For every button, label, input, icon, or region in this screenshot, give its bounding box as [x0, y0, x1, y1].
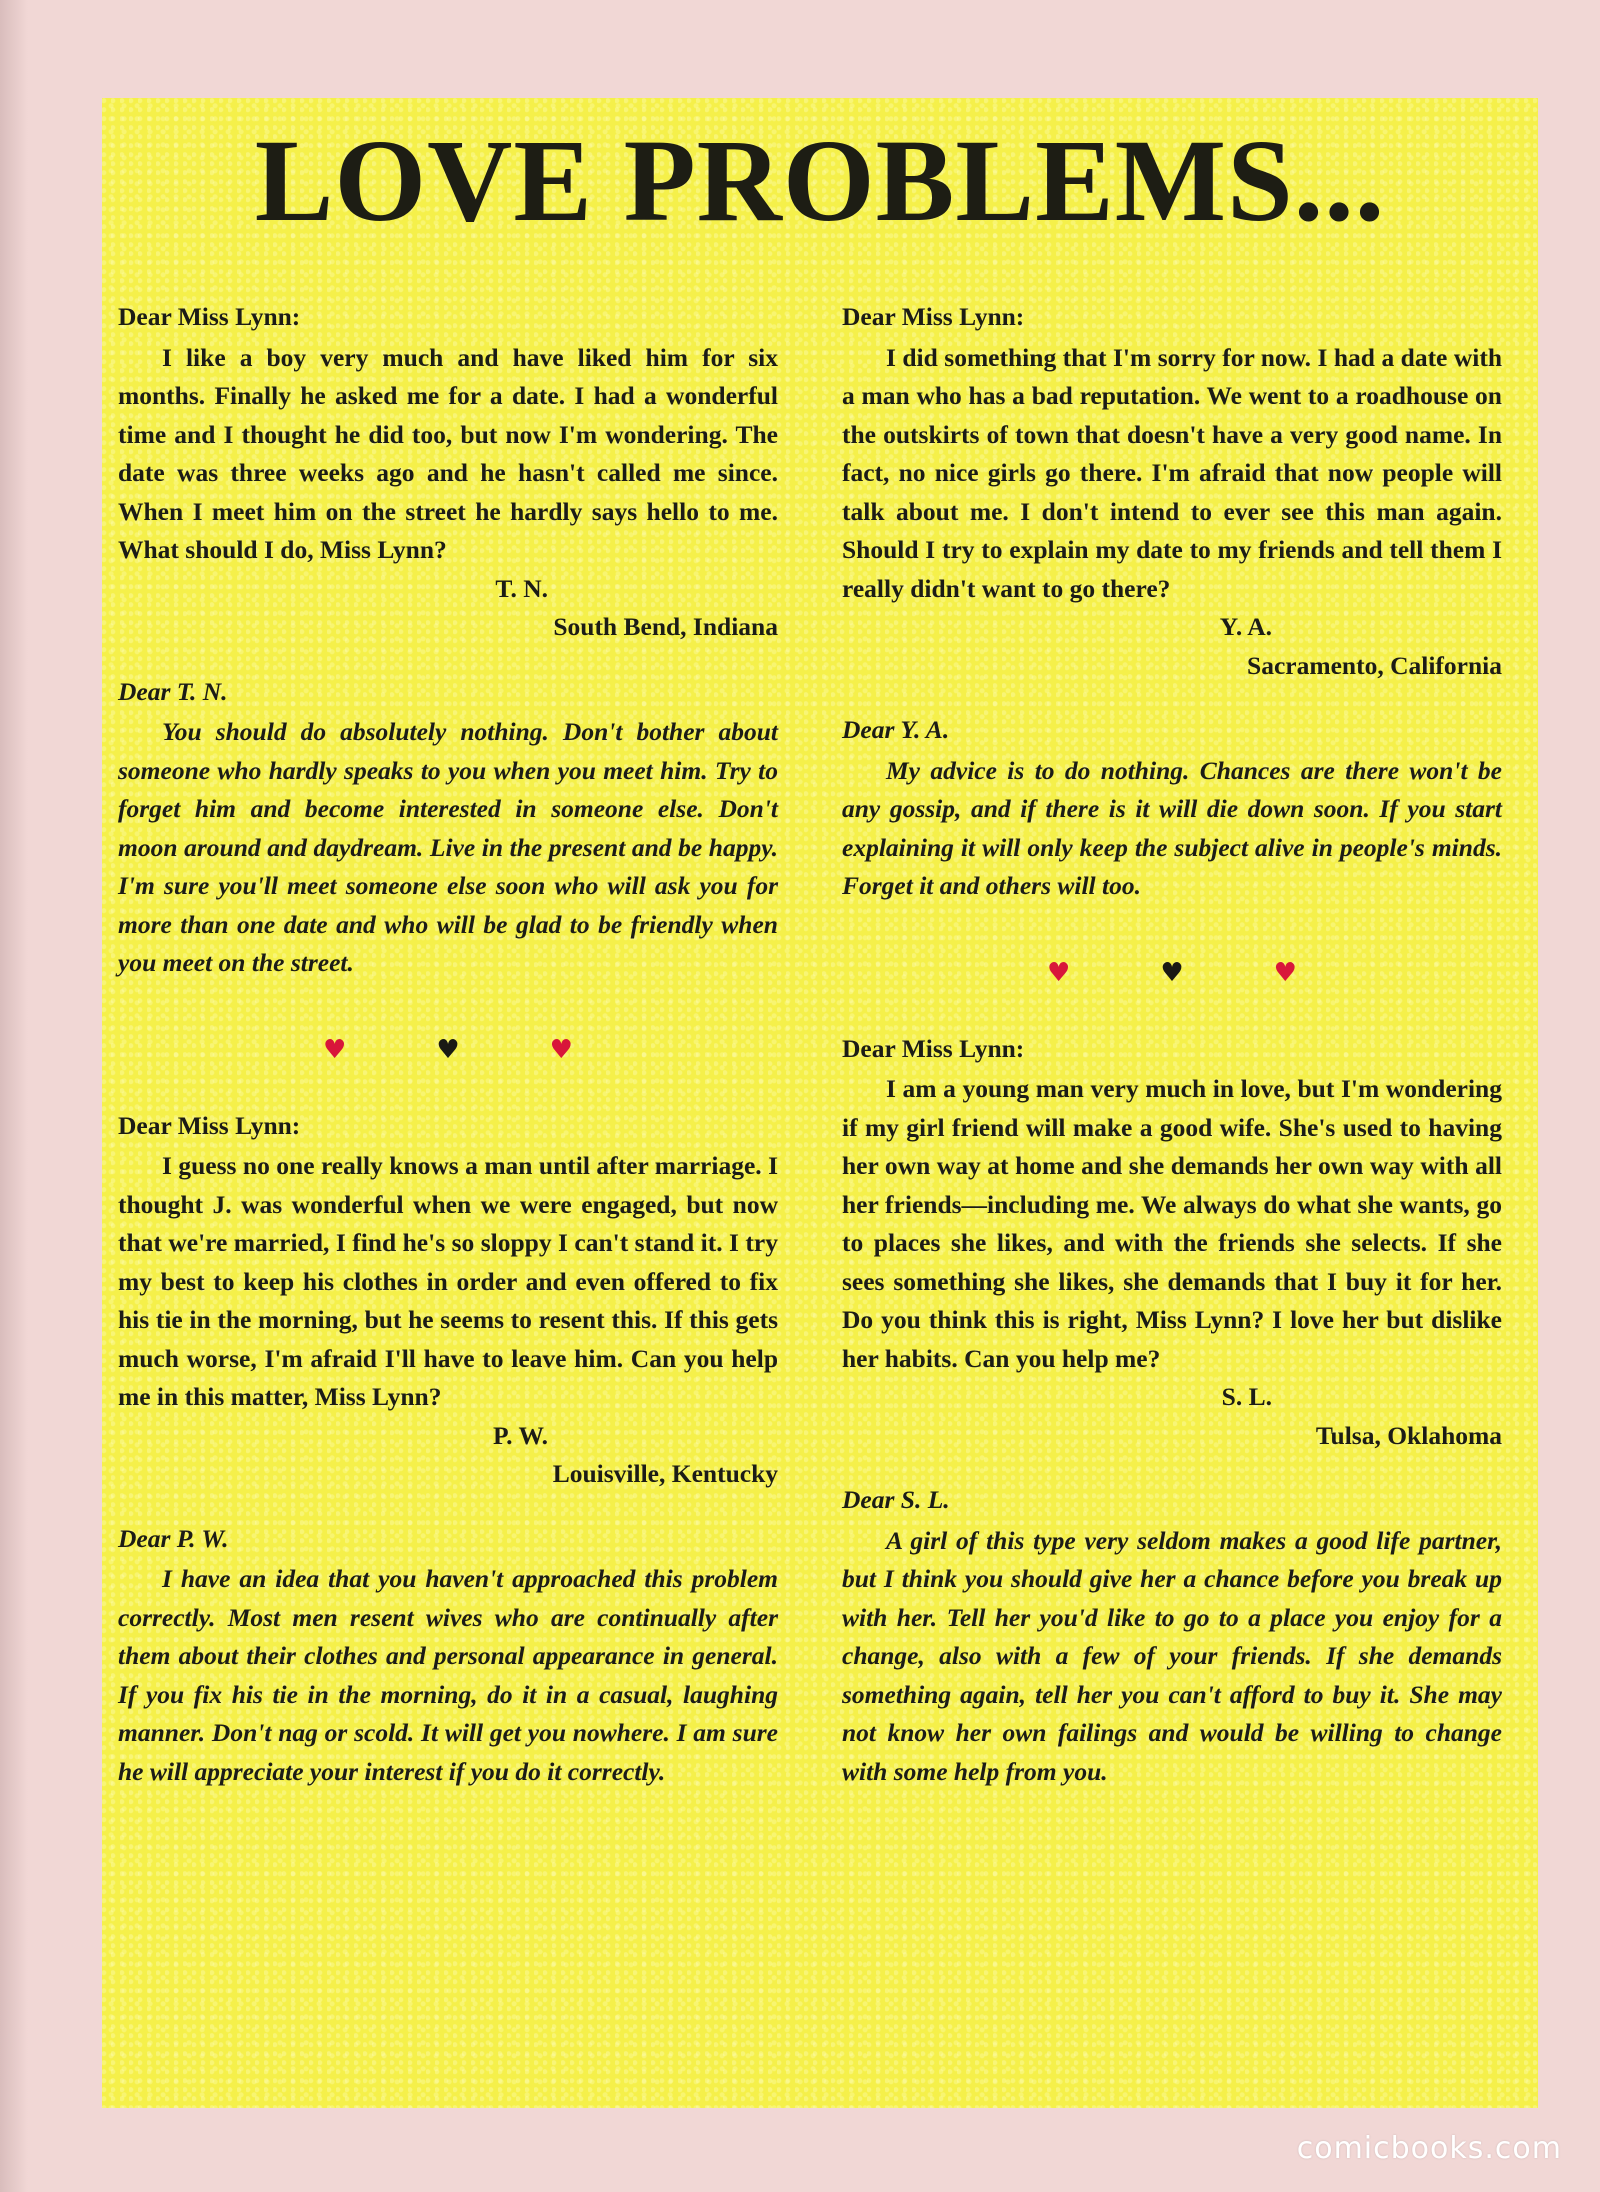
reply-salutation: Dear S. L.	[842, 1485, 950, 1514]
letter-body: I am a young man very much in love, but I'm wondering if my girl friend will make a good wife. She's used to having her own way at home and she demands her own way with all her friends—including me. We always do what she wants, go to places she likes, and with the friends she selects. If she sees something she likes, she demands that I buy it for her. Do you think this is right, Miss Lynn? I love her but dislike her habits. Can you help me?	[842, 1074, 1502, 1373]
letter-salutation: Dear Miss Lynn:	[842, 302, 1025, 331]
letter-location: Tulsa, Oklahoma	[1315, 1420, 1502, 1450]
letter-signature: T. N.	[495, 573, 548, 603]
reply-body: I have an idea that you haven't approached this problem correctly. Most men resent wives who are continually after them about their clothes and personal appearance in general. If you fix his tie in the morning, do it in a casual, laughing manner. Don't nag or scold. It will get you nowhere. I am sure he will appreciate your interest if you do it correctly.	[118, 1564, 778, 1786]
reply-ya	[842, 711, 1502, 906]
reply-body: A girl of this type very seldom makes a good life partner, but I think you should give her a chance before you break up with her. Tell her you'd like to go to a place you enjoy for a change, also with a few of your friends. If she demands something again, tell her you can't afford to buy it. She may not know her own failings and would be willing to change with some help from you.	[842, 1525, 1502, 1786]
letter-body: I did something that I'm sorry for now. I had a date with a man who has a bad reputation. We went to a roadhouse on the outskirts of town that doesn't have a very good name. In fact, no nice girls go there. I'm afraid that now people will talk about me. I don't intend to ever see this man again. Should I try to explain my date to my friends and tell them I really didn't want to go there?	[842, 342, 1502, 603]
letter-signature: Y. A.	[1219, 612, 1272, 641]
letter-location: South Bend, Indiana	[553, 612, 778, 641]
site-watermark: comicbooks.com	[1296, 2131, 1562, 2166]
heart-divider	[842, 956, 1502, 990]
left-column	[102, 298, 778, 1791]
heart-icon: ♥	[323, 1034, 347, 1065]
letter-body: I like a boy very much and have liked him for six months. Finally he asked me for a date. I had a wonderful time and I thought he did too, but now I'm wondering. The date was three weeks ago and he hasn't called me since. When I meet him on the street he hardly says hello to me. What should I do, Miss Lynn?	[118, 342, 778, 564]
reply-salutation: Dear T. N.	[118, 676, 228, 706]
letter-signature: S. L.	[1221, 1382, 1272, 1411]
letter-sl	[842, 1030, 1502, 1456]
heart-divider	[118, 1033, 778, 1067]
heart-icon: ♥	[1273, 957, 1297, 988]
heart-icon: ♥	[436, 1034, 460, 1065]
heart-icon: ♥	[1047, 957, 1071, 988]
heart-icon: ♥	[1160, 957, 1184, 988]
page-gutter-shadow	[0, 0, 28, 2192]
love-problems-panel	[102, 98, 1538, 2108]
right-column	[842, 298, 1502, 1791]
letter-salutation: Dear Miss Lynn:	[118, 1110, 301, 1140]
reply-salutation: Dear Y. A.	[842, 715, 950, 744]
reply-pw	[118, 1520, 778, 1792]
letter-location: Louisville, Kentucky	[552, 1459, 778, 1488]
letter-pw	[118, 1107, 778, 1494]
page-title: LOVE PROBLEMS...	[254, 115, 1386, 246]
reply-sl	[842, 1481, 1502, 1791]
letter-salutation: Dear Miss Lynn:	[118, 302, 301, 331]
reply-salutation: Dear P. W.	[118, 1523, 229, 1553]
reply-body: My advice is to do nothing. Chances are there won't be any gossip, and if there is it will die down soon. If you start explaining it will only keep the subject alive in people's minds. Forget it and others will too.	[842, 755, 1502, 900]
letter-tn	[118, 298, 778, 647]
letter-salutation: Dear Miss Lynn:	[842, 1033, 1025, 1063]
heart-icon: ♥	[549, 1034, 573, 1065]
reply-body: You should do absolutely nothing. Don't bother about someone who hardly speaks to you when you meet him. Try to forget him and become interested in someone else. Don't moon around and daydream. Live in the present and be happy. I'm sure you'll meet someone else soon who will ask you for more than one date and who will be glad to be friendly when you meet on the street.	[118, 717, 778, 977]
letter-signature: P. W.	[492, 1420, 548, 1450]
letter-location: Sacramento, California	[1247, 650, 1502, 680]
letter-body: I guess no one really knows a man until after marriage. I thought J. was wonderful when we were engaged, but now that we're married, I find he's so sloppy I can't stand it. I try my best to keep his clothes in order and even offered to fix his tie in the morning, but he seems to resent this. If this gets much worse, I'm afraid I'll have to leave him. Can you help me in this matter, Miss Lynn?	[118, 1151, 778, 1411]
letter-ya	[842, 298, 1502, 685]
reply-tn	[118, 673, 778, 983]
